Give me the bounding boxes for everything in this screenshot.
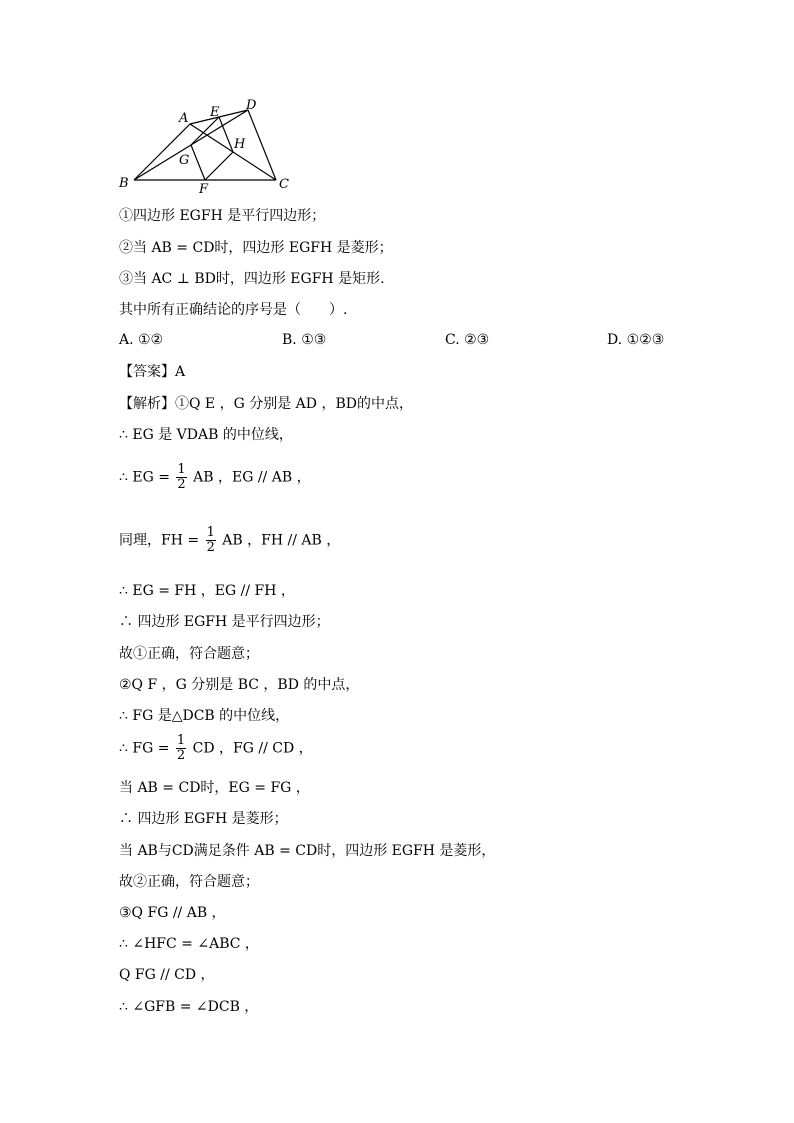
label-A: A [179, 111, 189, 126]
analysis-line-16: ∴ ∠HFC = ∠ABC ， [119, 936, 259, 952]
analysis-line-18: ∴ ∠GFB = ∠DCB ， [119, 999, 259, 1015]
fraction-denominator: 2 [176, 748, 186, 763]
fraction-numerator: 1 [206, 525, 215, 540]
analysis-line-15: ③Q FG // AB ， [119, 905, 226, 921]
segment-GF [191, 145, 205, 180]
analysis-line-17: Q FG // CD ， [119, 967, 215, 983]
statement-3: ③当 AC ⊥ BD时，四边形 EGFH 是矩形. [119, 271, 385, 287]
analysis-line-7: 故①正确，符合题意； [119, 646, 259, 662]
option-a: A. ①② [119, 332, 164, 348]
analysis-line-10 [119, 734, 313, 763]
expr-suffix: CD ，FG // CD ， [192, 740, 313, 757]
analysis-line-4 [119, 526, 340, 555]
analysis-line-13: 当 AB与CD满足条件 AB = CD时，四边形 EGFH 是菱形， [119, 843, 496, 859]
answer-line: 【答案】A [119, 364, 186, 380]
label-D: D [246, 98, 257, 113]
statement-1: ①四边形 EGFH 是平行四边形； [119, 208, 326, 224]
segment-FH [205, 152, 233, 180]
label-H: H [234, 137, 246, 152]
fraction-numerator: 1 [177, 462, 186, 477]
expr-prefix: 同理，FH = [119, 532, 200, 549]
edge-DC [248, 110, 276, 180]
answer-options [119, 332, 679, 350]
analysis-line-6: ∴ 四边形 EGFH 是平行四边形； [119, 614, 330, 630]
question-text: 其中所有正确结论的序号是（ ）. [119, 302, 348, 318]
fraction [176, 463, 186, 492]
fraction-denominator: 2 [206, 540, 215, 555]
edge-BA [134, 124, 190, 180]
statement-2: ②当 AB = CD时，四边形 EGFH 是菱形； [119, 240, 393, 256]
analysis-line-3 [119, 463, 311, 492]
expr-prefix: ∴ FG = [119, 740, 170, 757]
analysis-line-11: 当 AB = CD时，EG = FG ， [119, 780, 310, 796]
analysis-line-5: ∴ EG = FH ，EG // FH ， [119, 583, 295, 599]
fraction [176, 734, 186, 763]
label-G: G [179, 153, 190, 168]
fraction [206, 526, 216, 555]
option-c: C. ②③ [445, 332, 490, 348]
option-b: B. ①③ [282, 332, 327, 348]
expr-suffix: AB ，FH // AB ， [222, 532, 341, 549]
fraction-denominator: 2 [177, 477, 186, 492]
expr-suffix: AB ，EG // AB ， [193, 469, 311, 486]
analysis-line-12: ∴ 四边形 EGFH 是菱形； [119, 811, 288, 827]
label-E: E [210, 105, 220, 120]
expr-prefix: ∴ EG = [119, 469, 170, 486]
option-d: D. ①②③ [607, 332, 665, 348]
geometry-figure [112, 96, 302, 196]
label-B: B [119, 176, 129, 191]
analysis-line-1: 【解析】①Q E ，G 分别是 AD ，BD的中点， [119, 396, 413, 412]
analysis-line-2: ∴ EG 是 VDAB 的中位线， [119, 427, 293, 443]
analysis-line-14: 故②正确，符合题意； [119, 874, 259, 890]
analysis-line-8: ②Q F ，G 分别是 BC ，BD 的中点， [119, 677, 360, 693]
label-F: F [199, 182, 209, 196]
fraction-numerator: 1 [176, 733, 186, 748]
analysis-line-9: ∴ FG 是△DCB 的中位线， [119, 708, 290, 724]
label-C: C [279, 177, 289, 192]
